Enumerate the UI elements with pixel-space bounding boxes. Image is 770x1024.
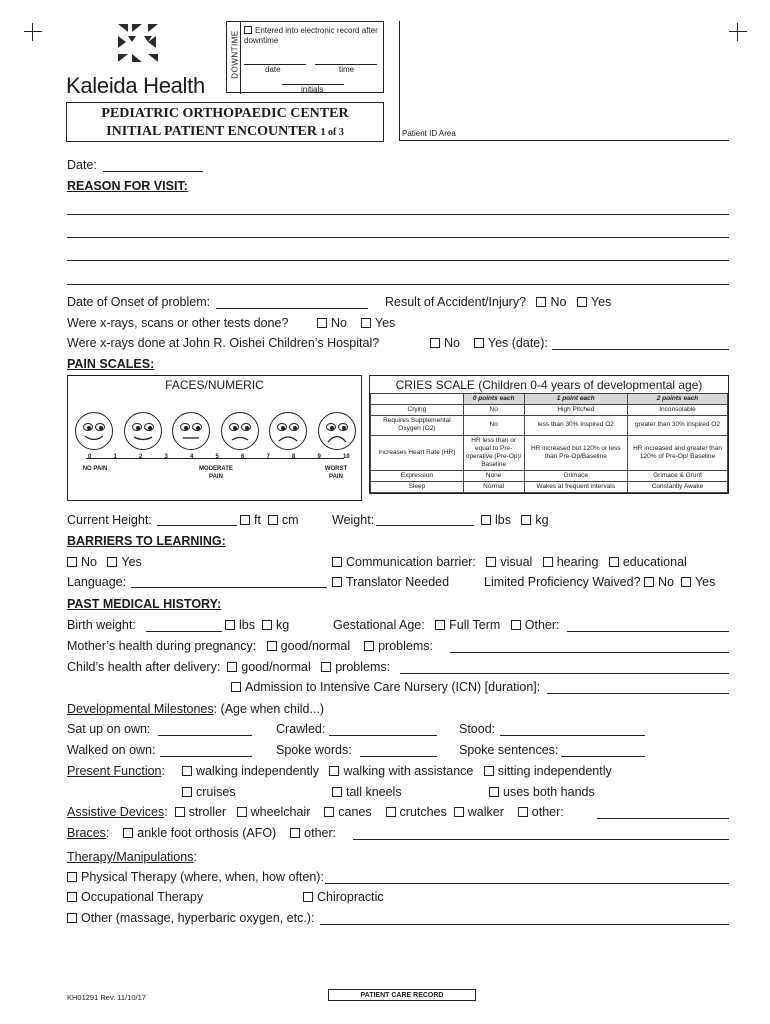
stood-label: Stood: xyxy=(459,722,496,736)
accident-label: Result of Accident/Injury? xyxy=(385,295,527,309)
cries-row xyxy=(371,435,728,471)
translator-label: Translator Needed xyxy=(346,575,450,589)
child-problems-field[interactable] xyxy=(400,673,729,674)
spoke-sentences-label: Spoke sentences: xyxy=(459,743,559,757)
pain-number: 1 xyxy=(113,454,117,460)
other-therapy-label: Other (massage, hyperbaric oxygen, etc.): xyxy=(81,911,315,925)
xrays-no-checkbox[interactable] xyxy=(317,318,327,328)
cries-row xyxy=(371,471,728,482)
cries-cell: Grimace & Grunt xyxy=(628,471,728,482)
cries-cell: greater than 30% inspired O2 xyxy=(628,416,728,435)
other-therapy-field[interactable] xyxy=(320,924,729,925)
cries-cell: High Pitched xyxy=(524,405,628,416)
child-problems-checkbox[interactable] xyxy=(321,662,331,672)
height-label: Current Height: xyxy=(67,513,152,527)
sat-field[interactable] xyxy=(158,735,252,736)
both-hands-checkbox[interactable] xyxy=(489,787,499,797)
oishei-no-checkbox[interactable] xyxy=(430,338,440,348)
xrays-yes-label: Yes xyxy=(374,316,396,330)
dev-heading-suffix: : (Age when child...) xyxy=(213,702,325,716)
cries-cell: Grimace xyxy=(524,471,628,482)
full-term-label: Full Term xyxy=(449,618,501,632)
barriers-heading: BARRIERS TO LEARNING: xyxy=(67,534,226,548)
assistive-other-checkbox[interactable] xyxy=(518,807,528,817)
crutches-label: crutches xyxy=(399,805,447,819)
cm-label: cm xyxy=(281,513,299,527)
cries-row xyxy=(371,405,728,416)
sitting-ind-label: sitting independently xyxy=(497,764,612,778)
barriers-yes-label: Yes xyxy=(121,555,142,569)
lpw-yes-checkbox[interactable] xyxy=(681,577,691,587)
time-label: time xyxy=(339,65,355,74)
onset-field[interactable] xyxy=(216,308,368,309)
braces-other-label: other: xyxy=(304,826,337,840)
walking-ind-checkbox[interactable] xyxy=(182,766,192,776)
crawled-field[interactable] xyxy=(329,735,437,736)
cries-cell: Sleep xyxy=(371,482,464,493)
walking-assist-checkbox[interactable] xyxy=(329,766,339,776)
chiro-checkbox[interactable] xyxy=(303,892,313,902)
cries-cell: Constantly Awake xyxy=(628,482,728,493)
logo-text: Kaleida Health xyxy=(66,73,205,98)
pt-field[interactable] xyxy=(325,883,729,884)
title-line2: INITIAL PATIENT ENCOUNTER xyxy=(106,124,317,139)
mother-good-label: good/normal xyxy=(280,639,351,653)
child-problems-label: problems: xyxy=(335,660,391,674)
stroller-label: stroller xyxy=(188,805,227,819)
hearing-checkbox[interactable] xyxy=(543,557,553,567)
stood-field[interactable] xyxy=(500,735,645,736)
height-field[interactable] xyxy=(157,525,237,526)
crop-mark-left xyxy=(24,23,42,41)
afo-label: ankle foot orthosis (AFO) xyxy=(137,826,277,840)
tall-kneels-label: tall kneels xyxy=(346,785,402,799)
other-therapy-checkbox[interactable] xyxy=(67,913,77,923)
cries-table xyxy=(370,393,728,493)
wheelchair-checkbox[interactable] xyxy=(237,807,247,817)
cries-header-cell: 1 point each xyxy=(524,394,628,405)
weight-label: Weight: xyxy=(332,513,375,527)
walker-label: walker xyxy=(467,805,504,819)
pain-face-8 xyxy=(269,412,307,450)
xrays-yes-checkbox[interactable] xyxy=(361,318,371,328)
page-count: 1 of 3 xyxy=(320,127,344,138)
cries-row xyxy=(371,416,728,435)
xrays-label: Were x-rays, scans or other tests done? xyxy=(67,316,289,330)
lbs-checkbox[interactable] xyxy=(481,515,491,525)
child-good-label: good/normal xyxy=(241,660,311,674)
therapy-heading: Therapy/Manipulations xyxy=(67,850,194,864)
faces-title: FACES/NUMERIC xyxy=(165,378,264,392)
cries-cell: Crying xyxy=(371,405,464,416)
oishei-label: Were x-rays done at John R. Oishei Children’s Hospital? xyxy=(67,336,380,350)
full-term-checkbox[interactable] xyxy=(435,620,445,630)
bw-lbs-checkbox[interactable] xyxy=(225,620,235,630)
pain-number: 8 xyxy=(292,454,296,460)
pain-number: 10 xyxy=(343,454,350,460)
cries-cell: Expression xyxy=(371,471,464,482)
spoke-words-field[interactable] xyxy=(360,756,437,757)
weight-field[interactable] xyxy=(376,525,474,526)
pain-face-2 xyxy=(124,412,162,450)
cries-title: CRIES SCALE (Children 0-4 years of developmental age) xyxy=(395,378,703,392)
crop-mark-right xyxy=(729,23,747,41)
date-label: Date: xyxy=(67,158,97,172)
language-label: Language: xyxy=(67,575,127,589)
gest-label: Gestational Age: xyxy=(333,618,425,632)
language-field[interactable] xyxy=(131,587,327,588)
chiro-label: Chiropractic xyxy=(317,890,384,904)
gest-other-label: Other: xyxy=(524,618,560,632)
cm-checkbox[interactable] xyxy=(268,515,278,525)
barriers-no-label: No xyxy=(81,555,97,569)
braces-label: Braces xyxy=(67,826,106,840)
pain-heading: PAIN SCALES: xyxy=(67,357,155,371)
spoke-sentences-field[interactable] xyxy=(561,756,645,757)
cries-cell: HR less than or equal to Pre-operative (Pre-Op)/ Baseline xyxy=(463,435,524,471)
bw-lbs-label: lbs xyxy=(239,618,255,632)
translator-checkbox[interactable] xyxy=(332,577,342,587)
cries-cell: Requires Supplemental Oxygen (O2) xyxy=(371,416,464,435)
bw-kg-label: kg xyxy=(275,618,290,632)
cries-cell: Increases Heart Rate (HR) xyxy=(371,435,464,471)
birth-weight-field[interactable] xyxy=(146,631,222,632)
accident-yes-label: Yes xyxy=(590,295,612,309)
cries-scale-box xyxy=(369,375,729,494)
visual-label: visual xyxy=(500,555,533,569)
walking-ind-label: walking independently xyxy=(196,764,320,778)
lpw-yes-label: Yes xyxy=(694,575,716,589)
cries-cell: HR increased and greater than 120% of Pre-Op/ Baseline xyxy=(628,435,728,471)
ft-label: ft xyxy=(254,513,261,527)
cries-cell: less than 30% Inspired O2 xyxy=(524,416,628,435)
label-moderate-pain: MODERATE PAIN xyxy=(199,466,233,480)
oishei-yes-checkbox[interactable] xyxy=(474,338,484,348)
cruises-checkbox[interactable] xyxy=(182,787,192,797)
both-hands-label: uses both hands xyxy=(503,785,595,799)
hearing-label: hearing xyxy=(556,555,599,569)
cries-cell: Inconsolable xyxy=(628,405,728,416)
label-worst-pain: WORST PAIN xyxy=(324,466,348,480)
icn-label: Admission to Intensive Care Nursery (ICN) [duration]: xyxy=(245,680,541,694)
downtime-box xyxy=(226,21,384,93)
cruises-label: cruises xyxy=(196,785,236,799)
entered-checkbox[interactable] xyxy=(244,26,252,34)
ft-checkbox[interactable] xyxy=(240,515,250,525)
gest-other-checkbox[interactable] xyxy=(511,620,521,630)
cries-row xyxy=(371,482,728,493)
gest-other-field[interactable] xyxy=(567,631,729,632)
date-field[interactable] xyxy=(103,171,203,172)
logo-mark-icon xyxy=(66,20,216,72)
canes-checkbox[interactable] xyxy=(324,807,334,817)
child-good-checkbox[interactable] xyxy=(227,662,237,672)
crutches-checkbox[interactable] xyxy=(386,807,396,817)
cries-cell: HR increased but 120% or less than Pre-Op/Baseline xyxy=(524,435,628,471)
reason-line-4[interactable] xyxy=(67,284,729,285)
tall-kneels-checkbox[interactable] xyxy=(332,787,342,797)
cries-header-cell: 2 points each xyxy=(628,394,728,405)
ot-label: Occupational Therapy xyxy=(81,890,204,904)
pain-face-4 xyxy=(172,412,210,450)
walking-assist-label: walking with assistance xyxy=(343,764,474,778)
dev-heading: Developmental Milestones xyxy=(67,702,214,716)
cries-cell: Wakes at frequent intervals xyxy=(524,482,628,493)
entered-label: Entered into electronic record after downtime xyxy=(244,26,378,45)
initials-label: initials xyxy=(301,85,324,94)
mother-label: Mother’s health during pregnancy: xyxy=(67,639,257,653)
cries-header-cell: 0 points each xyxy=(463,394,524,405)
reason-line-1[interactable] xyxy=(67,214,729,215)
present-function-label: Present Function xyxy=(67,764,162,778)
cries-cell: No xyxy=(463,405,524,416)
pain-face-6 xyxy=(221,412,259,450)
sitting-ind-checkbox[interactable] xyxy=(484,766,494,776)
pain-number: 3 xyxy=(164,454,168,460)
mother-good-checkbox[interactable] xyxy=(267,641,277,651)
canes-label: canes xyxy=(338,805,372,819)
comm-barrier-checkbox[interactable] xyxy=(332,557,342,567)
braces-other-field[interactable] xyxy=(353,839,729,840)
downtime-side-label: DOWNTIME xyxy=(230,30,240,79)
icn-checkbox[interactable] xyxy=(231,682,241,692)
pain-number: 0 xyxy=(88,454,92,460)
mother-problems-label: problems: xyxy=(378,639,433,653)
cries-cell: None xyxy=(463,471,524,482)
accident-no-label: No xyxy=(550,295,567,309)
mother-problems-checkbox[interactable] xyxy=(364,641,374,651)
lbs-label: lbs xyxy=(495,513,511,527)
lpw-label: Limited Proficiency Waived? xyxy=(484,575,641,589)
faces-scale-box xyxy=(67,375,362,501)
pt-checkbox[interactable] xyxy=(67,872,77,882)
stroller-checkbox[interactable] xyxy=(175,807,185,817)
birth-weight-label: Birth weight: xyxy=(67,618,136,632)
lpw-no-checkbox[interactable] xyxy=(644,577,654,587)
walked-field[interactable] xyxy=(160,756,252,757)
icn-field[interactable] xyxy=(547,693,729,694)
pt-label: Physical Therapy (where, when, how often): xyxy=(81,870,324,884)
walked-label: Walked on own: xyxy=(67,743,156,757)
xrays-no-label: No xyxy=(331,316,347,330)
spoke-words-label: Spoke words: xyxy=(276,743,352,757)
pain-number: 4 xyxy=(190,454,194,460)
barriers-no-checkbox[interactable] xyxy=(67,557,77,567)
braces-other-checkbox[interactable] xyxy=(290,828,300,838)
crawled-label: Crawled: xyxy=(276,722,326,736)
kg-label: kg xyxy=(535,513,549,527)
educational-label: educational xyxy=(622,555,687,569)
reason-line-2[interactable] xyxy=(67,237,729,238)
patient-care-record-label: PATIENT CARE RECORD xyxy=(328,989,476,1001)
assistive-other-label: other: xyxy=(531,805,564,819)
pain-number: 6 xyxy=(241,454,245,460)
pain-face-10 xyxy=(318,412,356,450)
form-code: KH01291 Rev. 11/10/17 xyxy=(67,993,146,1002)
pmh-heading: PAST MEDICAL HISTORY: xyxy=(67,597,222,611)
reason-heading: REASON FOR VISIT: xyxy=(67,179,188,193)
onset-label: Date of Onset of problem: xyxy=(67,295,211,309)
label-no-pain: NO PAIN xyxy=(82,466,108,472)
cries-header-cell xyxy=(371,394,464,405)
accident-no-checkbox[interactable] xyxy=(536,297,546,307)
barriers-yes-checkbox[interactable] xyxy=(107,557,117,567)
pain-face-0 xyxy=(75,412,113,450)
pain-number: 5 xyxy=(215,454,219,460)
oishei-date-field[interactable] xyxy=(552,349,729,350)
visual-checkbox[interactable] xyxy=(486,557,496,567)
accident-yes-checkbox[interactable] xyxy=(577,297,587,307)
comm-barrier-label: Communication barrier: xyxy=(346,555,476,569)
assistive-other-field[interactable] xyxy=(597,818,729,819)
cries-cell: No xyxy=(463,416,524,435)
afo-checkbox[interactable] xyxy=(123,828,133,838)
reason-line-3[interactable] xyxy=(67,260,729,261)
wheelchair-label: wheelchair xyxy=(250,805,311,819)
pain-number: 9 xyxy=(317,454,321,460)
pain-number: 2 xyxy=(139,454,143,460)
walker-checkbox[interactable] xyxy=(454,807,464,817)
assistive-label: Assistive Devices xyxy=(67,805,165,819)
date-label: date xyxy=(265,65,281,74)
cries-cell: Normal xyxy=(463,482,524,493)
child-label: Child’s health after delivery: xyxy=(67,660,221,674)
bw-kg-checkbox[interactable] xyxy=(262,620,272,630)
kg-checkbox[interactable] xyxy=(521,515,531,525)
educational-checkbox[interactable] xyxy=(609,557,619,567)
patient-id-label: Patient ID Area xyxy=(402,129,456,138)
sat-label: Sat up on own: xyxy=(67,722,151,736)
lpw-no-label: No xyxy=(658,575,675,589)
title-box xyxy=(66,102,384,142)
pain-number: 7 xyxy=(266,454,270,460)
ot-checkbox[interactable] xyxy=(67,892,77,902)
title-line1: PEDIATRIC ORTHOPAEDIC CENTER xyxy=(101,106,349,121)
kaleida-logo xyxy=(66,20,216,100)
mother-problems-field[interactable] xyxy=(450,652,729,653)
oishei-yes-label: Yes (date): xyxy=(487,336,548,350)
oishei-no-label: No xyxy=(444,336,460,350)
